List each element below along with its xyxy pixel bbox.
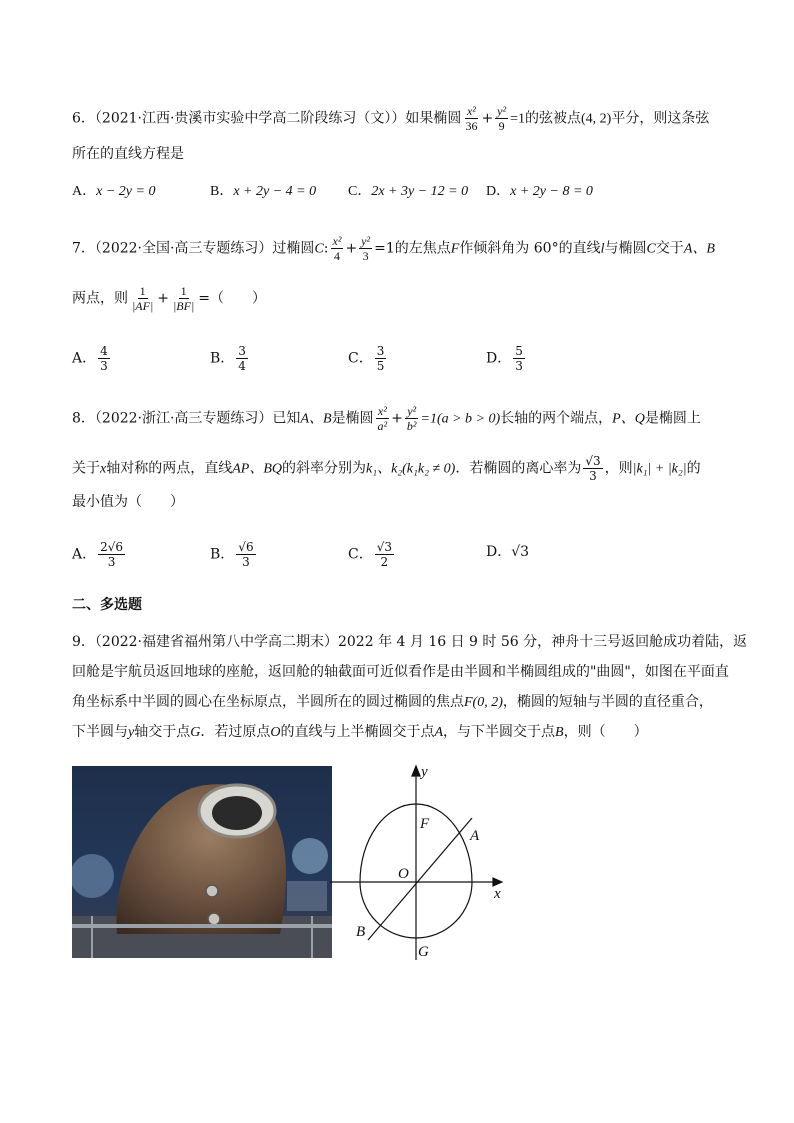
q7-option-a: A． $\frac{4}{3}$ <box>72 344 108 373</box>
q9-stem-line2: 回舱是宇航员返回地球的座舱，返回舱的轴截面可近似看作是由半圆和半椭圆组成的"曲圆"，如图在平面直 <box>72 664 729 680</box>
q6-stem-line2: 所在的直线方程是 <box>72 146 184 162</box>
q8-stem-line1: 8．（2022·浙江·高三专题练习）已知A、B是椭圆 $\frac{\text{x²}}{\text{a²}}$ + $\frac{\text{y²}}{\text{b²}}$ =1(a > b > 0)长轴的两个端点，P、Q是椭圆上 <box>72 404 701 433</box>
x-axis-arrow <box>493 878 502 886</box>
line-through-origin <box>368 818 472 940</box>
q7-fraction-1: $\frac{\text{x²}}{4}$ <box>332 234 342 263</box>
label-G: G <box>418 944 429 960</box>
label-F: F <box>420 816 430 832</box>
q7-option-b: B． $\frac{3}{4}$ <box>210 344 246 373</box>
q6-point: (4, 2) <box>581 111 612 127</box>
q7-fraction-af: $\frac{1}{|AF|}$ <box>132 284 154 313</box>
q6-option-c: C．2x + 3y − 12 = 0 <box>348 184 469 199</box>
q6-stem-text: 6．（2021·江西·贵溪市实验中学高二阶段练习（文））如果椭圆 <box>72 110 462 127</box>
q6-fraction-1: $\frac{\text{x²}}{36}$ <box>465 104 478 133</box>
q8-fraction-1: $\frac{\text{x²}}{\text{a²}}$ <box>377 404 388 433</box>
q7-fraction-2: $\frac{\text{y²}}{3}$ <box>361 234 371 263</box>
q9-stem-line1: 9．（2022·福建省福州第八中学高二期末）2022 年 4 月 16 日 9 时 56 分，神舟十三号返回舱成功着陆，返 <box>72 634 748 650</box>
q8-option-a: A． $\frac{2√6}{3}$ <box>72 540 124 569</box>
q7-fraction-bf: $\frac{1}{|BF|}$ <box>173 284 195 313</box>
label-B: B <box>356 924 366 940</box>
q8-option-c: C． $\frac{√3}{2}$ <box>348 540 392 569</box>
q7-option-d: D． $\frac{5}{3}$ <box>486 344 523 373</box>
q8-fraction-2: $\frac{\text{y²}}{\text{b²}}$ <box>406 404 417 433</box>
q8-eccentricity-fraction: $\frac{√3}{3}$ <box>585 454 601 483</box>
q6-stem-line1: 6．（2021·江西·贵溪市实验中学高二阶段练习（文））如果椭圆 $\frac{\text{x²}}{36}$ + $\frac{\text{y²}}{9}$ =1的弦被点(4, 2)平分，则这条弦 <box>72 104 710 133</box>
label-x: x <box>494 886 501 902</box>
label-y: y <box>421 764 428 780</box>
q8-stem-line2: 关于x轴对称的两点，直线AP、BQ的斜率分别为k₁、k₂(k₁k₂ ≠ 0)．若椭圆的离心率为 $\frac{√3}{3}$ ，则|k₁| + |k₂|的 <box>72 454 701 483</box>
q6-option-d: D．x + 2y − 8 = 0 <box>486 184 593 199</box>
q6-fraction-2: $\frac{\text{y²}}{9}$ <box>497 104 507 133</box>
q8-option-b: B． $\frac{√6}{3}$ <box>210 540 254 569</box>
q7-stem-line1: 7．（2022·全国·高三专题练习）过椭圆C: $\frac{\text{x²}}{4}$ + $\frac{\text{y²}}{3}$ =1的左焦点F作倾斜角为 60°的直线l与椭圆C交于A、B <box>72 234 715 263</box>
q8-stem-line3: 最小值为（ ） <box>72 494 184 510</box>
capsule-photo <box>72 766 332 958</box>
q6-option-a: A．x − 2y = 0 <box>72 184 156 199</box>
y-axis-arrow <box>412 766 420 776</box>
curved-circle-diagram <box>330 760 530 965</box>
q8-option-d: D．√3 <box>486 544 530 560</box>
q6-option-b: B．x + 2y − 4 = 0 <box>210 184 317 199</box>
q9-stem-line4: 下半圆与y轴交于点G．若过原点O的直线与上半椭圆交于点A，与下半圆交于点B，则（ ） <box>72 724 648 740</box>
q9-stem-line3: 角坐标系中半圆的圆心在坐标原点，半圆所在的圆过椭圆的焦点F(0, 2)，椭圆的短轴与半圆的直径重合， <box>72 694 713 710</box>
ellipse-semicircle-figure <box>330 760 530 965</box>
label-O: O <box>398 866 409 882</box>
label-A: A <box>470 828 480 844</box>
section-title-multiple-choice: 二、多选题 <box>72 597 142 613</box>
capsule-photo-illustration <box>72 766 332 958</box>
q7-option-c: C． $\frac{3}{5}$ <box>348 344 385 373</box>
q7-stem-line2: 两点，则 $\frac{1}{|AF|}$ + $\frac{1}{|BF|}$ =（ ） <box>72 284 266 313</box>
